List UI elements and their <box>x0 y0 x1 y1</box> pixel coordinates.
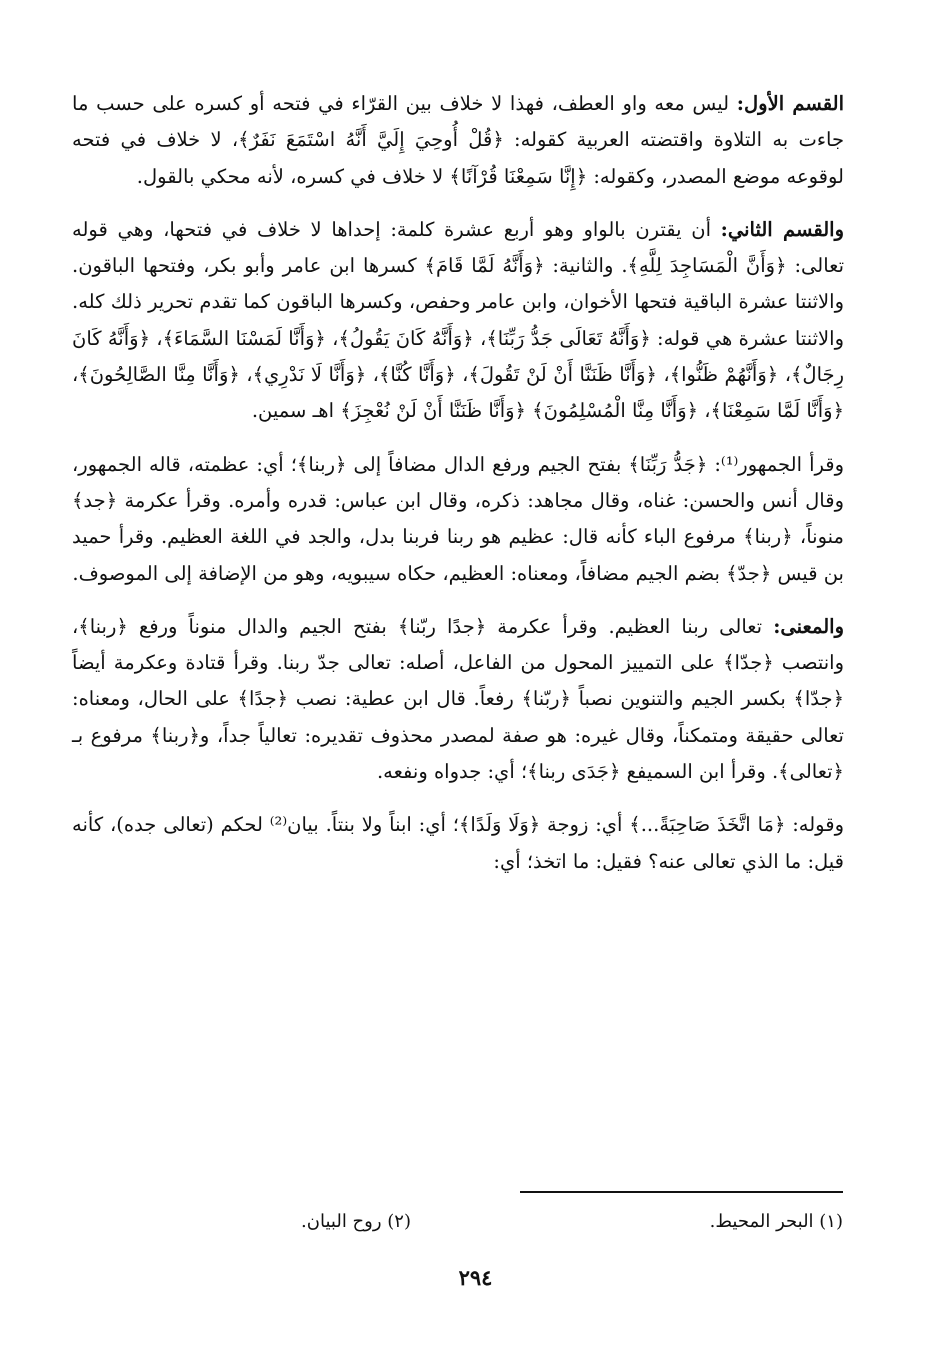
footnote-separator <box>520 1191 843 1193</box>
paragraph-body: أن يقترن بالواو وهو أربع عشرة كلمة: إحداها لا خلاف في فتحها، وهي قوله تعالى: ﴿وَأَنَّ الْمَسَاجِدَ لِلَّهِ﴾. والثانية: ﴿وَأَنَّهُ لَمَّا قَامَ﴾ كسرها ابن عامر وأبو بكر، وفتحها الباقون. والاثنتا عشرة الباقية فتحها الأخوان، وابن عامر وحفص، وكسرها الباقون كما تقدم تحرير ذلك كله. والاثنتا عشرة هي قوله: ﴿وَأَنَّهُ تَعَالَى جَدُّ رَبِّنَا﴾، ﴿وَأَنَّهُ كَانَ يَقُولُ﴾، ﴿وَأَنَّا لَمَسْنَا السَّمَاءَ﴾، ﴿وَأَنَّهُ كَانَ رِجَالٌ﴾، ﴿وَأَنَّهُمْ ظَنُّوا﴾، ﴿وَأَنَّا ظَنَنَّا أَنْ لَنْ تَقُولَ﴾، ﴿وَأَنَّا كُنَّا﴾، ﴿وَأَنَّا لَا نَدْرِي﴾، ﴿وَأَنَّا مِنَّا الصَّالِحُونَ﴾، ﴿وَأَنَّا لَمَّا سَمِعْنَا﴾، ﴿وَأَنَّا مِنَّا الْمُسْلِمُونَ﴾ ﴿وَأَنَّا ظَنَنَّا أَنْ لَنْ نُعْجِزَ﴾ اهـ سمين. <box>72 217 844 423</box>
main-text <box>72 86 844 897</box>
footnote-1: (١) البحر المحيط. <box>709 1211 843 1232</box>
paragraph-body: وقرأ الجمهور⁽¹⁾: ﴿جَدُّ رَبِّنَا﴾ بفتح الجيم ورفع الدال مضافاً إلى ﴿ربنا﴾؛ أي: عظمته، قاله الجمهور، وقال أنس والحسن: غناه، وقال مجاهد: ذكره، وقال ابن عباس: قدره وأمره. وقرأ عكرمة ﴿جد﴾ منوناً، ﴿ربنا﴾ مرفوع الباء كأنه قال: عظيم هو ربنا فربنا بدل، والجد في اللغة العظيم. وقرأ حميد بن قيس ﴿جدّ﴾ بضم الجيم مضافاً، ومعناه: العظيم، حكاه سيبويه، وهو من الإضافة إلى الموصوف. <box>72 452 844 585</box>
paragraph-lead: القسم الأول: <box>736 92 844 115</box>
paragraph-body: ليس معه واو العطف، فهذا لا خلاف بين القرّاء في فتحه أو كسره على حسب ما جاءت به التلاوة واقتضته العربية كقوله: ﴿قُلْ أُوحِيَ إِلَيَّ أَنَّهُ اسْتَمَعَ نَفَرٌ﴾، لا خلاف في فتحه لوقوعه موضع المصدر، وكقوله: ﴿إِنَّا سَمِعْنَا قُرْآنًا﴾ لا خلاف في كسره، لأنه محكي بالقول. <box>72 92 844 188</box>
paragraph-body: وقوله: ﴿مَا اتَّخَذَ صَاحِبَةً...﴾ أي: زوجة ﴿وَلَا وَلَدًا﴾؛ أي: ابناً ولا بنتاً. بيان⁽²⁾ لحكم (تعالى جده)، كأنه قيل: ما الذي تعالى عنه؟ فقيل: ما اتخذ؛ أي: <box>72 813 844 873</box>
paragraph-readings <box>72 447 844 592</box>
paragraph-lead: والقسم الثاني: <box>720 217 844 241</box>
paragraph-meaning <box>72 609 844 790</box>
paragraph-lead: والمعنى: <box>773 614 844 638</box>
footnote-2: (٢) روح البيان. <box>301 1211 411 1232</box>
paragraph-body: تعالى ربنا العظيم. وقرأ عكرمة ﴿جدًا ربّنا﴾ بفتح الجيم والدال منوناً ورفع ﴿ربنا﴾، وانتصب ﴿جدّا﴾ على التمييز المحول من الفاعل، أصله: تعالى جدّ ربنا. وقرأ قتادة وعكرمة أيضاً ﴿جدّا﴾ بكسر الجيم والتنوين نصباً ﴿ربّنا﴾ رفعاً. قال ابن عطية: نصب ﴿جدًا﴾ على الحال، ومعناه: تعالى حقيقة ومتمكناً، وقال غيره: هو صفة لمصدر محذوف تقديره: تعالياً جداً، و﴿ربنا﴾ مرفوع بـ ﴿تعالى﴾. وقرأ ابن السميفع ﴿جَدَى ربنا﴾؛ أي: جدواه ونفعه. <box>72 614 845 784</box>
page-number: ٢٩٤ <box>458 1265 493 1290</box>
paragraph-saying <box>72 807 844 880</box>
paragraph-second-section <box>72 212 844 430</box>
paragraph-first-section <box>72 86 844 195</box>
